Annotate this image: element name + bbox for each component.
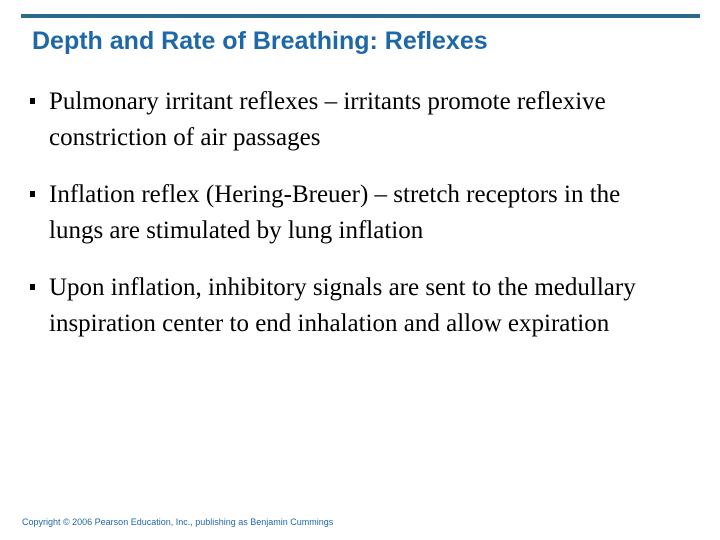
bullet-text: Inflation reflex (Hering-Breuer) – stretch receptors in the lungs are stimulated by lung inflation bbox=[49, 181, 621, 244]
bullet-text: Pulmonary irritant reflexes – irritants promote reflexive constriction of air passages bbox=[49, 88, 606, 151]
slide-title: Depth and Rate of Breathing: Reflexes bbox=[32, 27, 488, 55]
bullet-item bbox=[30, 84, 670, 156]
square-bullet-icon bbox=[30, 98, 35, 104]
bullet-item bbox=[30, 270, 670, 342]
square-bullet-icon bbox=[30, 284, 35, 290]
bullet-list bbox=[30, 84, 670, 363]
bullet-item bbox=[30, 177, 670, 249]
title-rule bbox=[21, 14, 700, 18]
copyright-footer: Copyright © 2006 Pearson Education, Inc., publishing as Benjamin Cummings bbox=[22, 517, 334, 527]
square-bullet-icon bbox=[30, 191, 35, 197]
bullet-text: Upon inflation, inhibitory signals are sent to the medullary inspiration center to end inhalation and allow expiration bbox=[49, 274, 636, 337]
